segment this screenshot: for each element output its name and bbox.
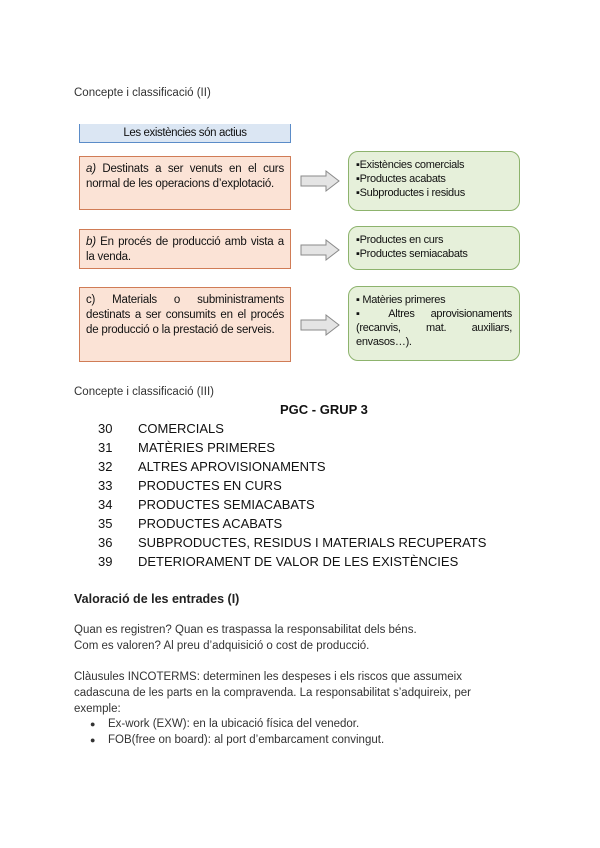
pgc-label: SUBPRODUCTES, RESIDUS I MATERIALS RECUPERATS: [138, 535, 487, 550]
left-box-text: Materials o subministraments destinats a ser consumits en el procés de producció o la prestació de serveis.: [86, 294, 284, 336]
paragraph-line: Clàusules INCOTERMS: determinen les despeses i els riscos que assumeix: [74, 671, 462, 683]
right-box-item: ▪ Matèries primeres: [356, 294, 446, 306]
section-heading-classification-ii: Concepte i classificació (II): [74, 87, 211, 99]
right-box-item: ▪Productes semiacabats: [356, 248, 468, 260]
left-box-prefix: b): [86, 236, 96, 248]
section-title-valoracio: Valoració de les entrades (I): [74, 592, 240, 606]
pgc-row: [98, 421, 224, 436]
diagram-right-box-a: [348, 151, 520, 211]
pgc-label: MATÈRIES PRIMERES: [138, 440, 276, 455]
paragraph-line: Quan es registren? Quan es traspassa la responsabilitat dels béns.: [74, 624, 417, 636]
pgc-code: 31: [98, 440, 113, 455]
bullet-icon: ●: [90, 719, 96, 729]
pgc-code: 32: [98, 459, 113, 474]
arrow-right-icon: [300, 239, 340, 261]
paragraph-line: cadascuna de les parts en la compravenda. La responsabilitat s’adquireix, per: [74, 687, 471, 699]
paragraph-line: Com es valoren? Al preu d’adquisició o cost de producció.: [74, 640, 370, 652]
pgc-row: [98, 440, 275, 455]
pgc-label: DETERIORAMENT DE VALOR DE LES EXISTÈNCIES: [138, 554, 459, 569]
arrow-right-icon: [300, 170, 340, 192]
pgc-code: 30: [98, 421, 113, 436]
diagram-right-box-c: [348, 286, 520, 361]
diagram-left-box-b: [79, 229, 291, 269]
pgc-row: [98, 459, 326, 474]
left-box-prefix: c): [86, 294, 96, 306]
pgc-code: 35: [98, 516, 113, 531]
diagram-header: Les existències són actius: [79, 124, 291, 143]
pgc-row: [98, 554, 458, 569]
right-box-item: ▪Subproductes i residus: [356, 187, 465, 199]
pgc-row: [98, 497, 315, 512]
pgc-code: 39: [98, 554, 113, 569]
pgc-label: ALTRES APROVISIONAMENTS: [138, 459, 326, 474]
bullet-icon: ●: [90, 735, 96, 745]
pgc-label: COMERCIALS: [138, 421, 224, 436]
pgc-label: PRODUCTES EN CURS: [138, 478, 282, 493]
pgc-row: [98, 516, 282, 531]
right-box-item: ▪Productes en curs: [356, 234, 444, 246]
right-box-item: ▪Existències comercials: [356, 159, 465, 171]
right-box-item: ▪Productes acabats: [356, 173, 446, 185]
list-item: Ex-work (EXW): en la ubicació física del venedor.: [108, 718, 360, 730]
pgc-label: PRODUCTES ACABATS: [138, 516, 283, 531]
arrow-right-icon: [300, 314, 340, 336]
pgc-row: [98, 535, 486, 550]
pgc-code: 36: [98, 535, 113, 550]
pgc-title: PGC - GRUP 3: [280, 402, 368, 417]
list-item: FOB(free on board): al port d’embarcament convingut.: [108, 734, 385, 746]
pgc-label: PRODUCTES SEMIACABATS: [138, 497, 315, 512]
left-box-text: En procés de producció amb vista a la venda.: [86, 236, 284, 263]
diagram-left-box-a: [79, 156, 291, 210]
section-heading-classification-iii: Concepte i classificació (III): [74, 386, 214, 398]
right-box-item: ▪ Altres aprovisionaments (recanvis, mat. auxiliars, envasos…).: [356, 308, 512, 348]
left-box-prefix: a): [86, 163, 96, 175]
paragraph-line: exemple:: [74, 703, 121, 715]
diagram-left-box-c: [79, 287, 291, 362]
pgc-code: 34: [98, 497, 113, 512]
diagram-right-box-b: [348, 226, 520, 270]
pgc-code: 33: [98, 478, 113, 493]
pgc-row: [98, 478, 282, 493]
left-box-text: Destinats a ser venuts en el curs normal de les operacions d’explotació.: [86, 163, 284, 190]
